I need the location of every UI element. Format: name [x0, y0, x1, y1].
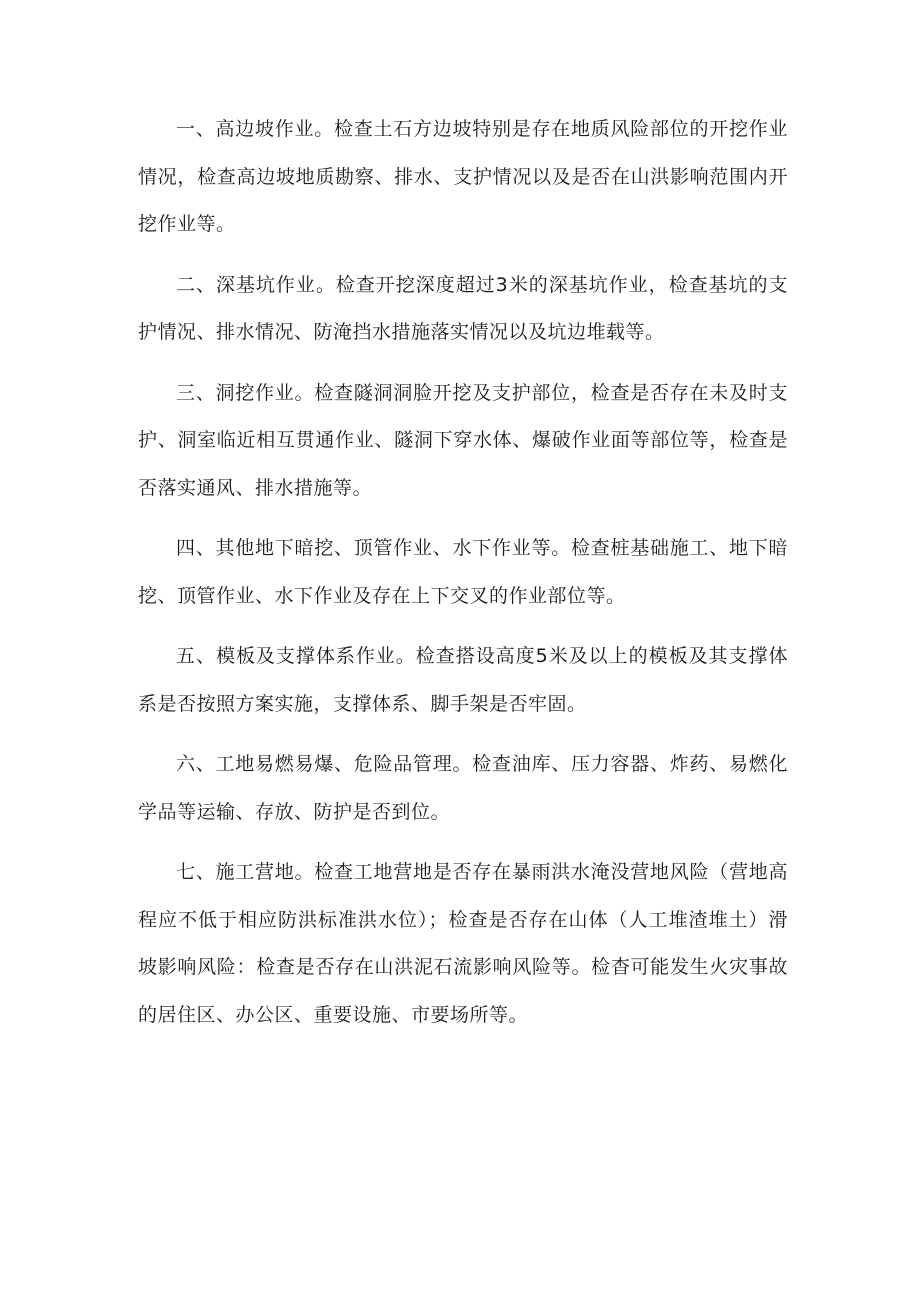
paragraph-formwork-support: 五、模板及支撑体系作业。检查搭设高度5米及以上的模板及其支撑体系是否按照方案实施，支撑体系、脚手架是否牢固。 [138, 645, 788, 715]
document-body [138, 106, 788, 1039]
paragraph-construction-camp: 七、施工营地。检查工地营地是否存在暴雨洪水淹没营地风险（营地高程应不低于相应防洪标准洪水位）；检查是否存在山体（人工堆渣堆土）滑坡影响风险：检查是否存在山洪泥石流影响风险等。检杳可能发生火灾事故的居住区、办公区、重要设施、市要场所等。 [138, 861, 788, 1026]
paragraph-underground-works: 四、其他地下暗挖、顶管作业、水下作业等。检查桩基础施工、地下暗挖、顶管作业、水下作业及存在上下交叉的作业部位等。 [138, 537, 788, 607]
paragraph-deep-foundation-pit: 二、深基坑作业。检查开挖深度超过3米的深基坑作业，检查基坑的支护情况、排水情况、防淹挡水措施落实情况以及坑边堆载等。 [138, 273, 788, 343]
paragraph-tunnel-excavation: 三、洞挖作业。检查隧洞洞脸开挖及支护部位，检查是否存在未及时支护、洞室临近相互贯通作业、隧洞下穿水体、爆破作业面等部位等，检查是否落实通风、排水措施等。 [138, 381, 788, 499]
paragraph-hazardous-materials: 六、工地易燃易爆、危险品管理。检查油库、压力容器、炸药、易燃化学品等运输、存放、防护是否到位。 [138, 753, 788, 823]
paragraph-high-slope: 一、高边坡作业。检查土石方边坡特别是存在地质风险部位的开挖作业情况，检查高边坡地质勘察、排水、支护情况以及是否在山洪影响范围内开挖作业等。 [138, 118, 788, 235]
